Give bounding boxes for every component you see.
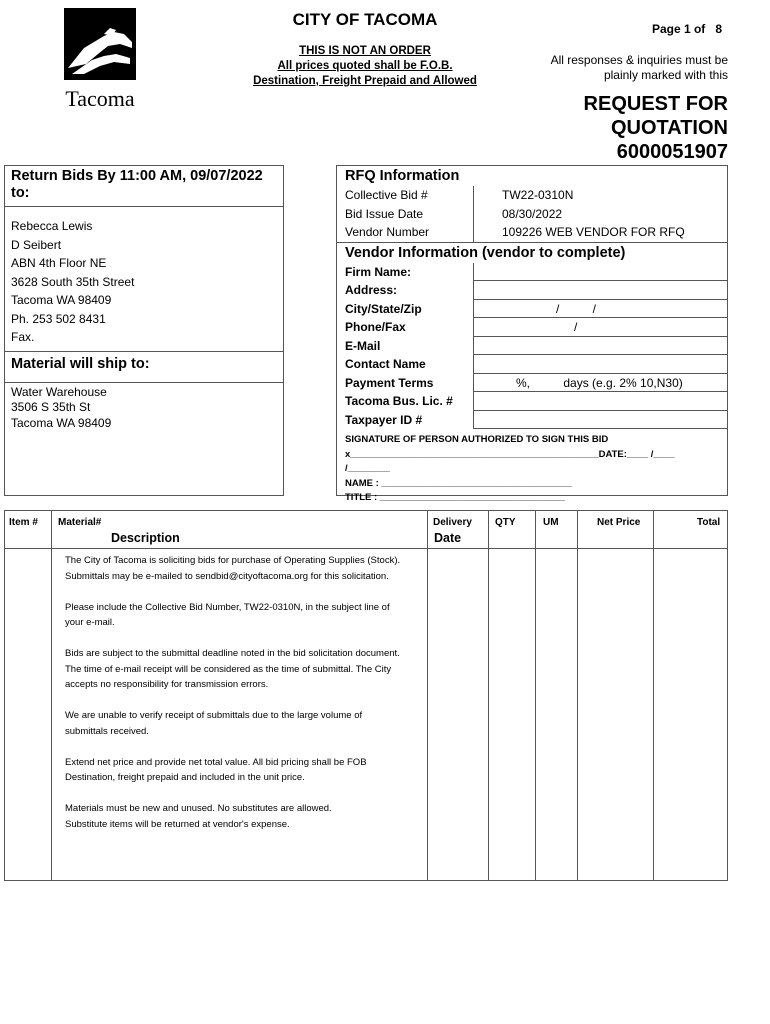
payment-terms-hint: %, days (e.g. 2% 10,N30) bbox=[516, 375, 683, 390]
rfq-label: Bid Issue Date bbox=[337, 205, 474, 224]
vendor-field-row bbox=[337, 392, 727, 411]
vendor-field-row bbox=[337, 374, 727, 393]
rfq-value: 109226 WEB VENDOR FOR RFQ bbox=[502, 225, 685, 239]
vendor-field-label: City/State/Zip bbox=[337, 300, 474, 319]
notice-line: All prices quoted shall be F.O.B. bbox=[277, 60, 453, 72]
address-line: Tacoma WA 98409 bbox=[11, 293, 112, 307]
vendor-field-label: Taxpayer ID # bbox=[337, 411, 474, 430]
address-line: 3628 South 35th Street bbox=[11, 274, 135, 289]
signature-line[interactable]: x_______________________________________________DATE:____ /____ /________ bbox=[345, 448, 675, 474]
rfq-info-panel bbox=[336, 165, 728, 503]
address-line: Ph. 253 502 8431 bbox=[11, 311, 106, 326]
vendor-field-label: Payment Terms bbox=[337, 374, 474, 393]
return-bids-panel bbox=[4, 165, 284, 496]
phone-fax-input[interactable] bbox=[474, 318, 727, 337]
page-total: 8 bbox=[715, 22, 722, 36]
vendor-info-heading: Vendor Information (vendor to complete) bbox=[345, 244, 626, 261]
email-input[interactable] bbox=[474, 337, 727, 356]
rfq-number: 6000051907 bbox=[616, 141, 728, 163]
vendor-field-label: Firm Name: bbox=[337, 263, 474, 282]
return-bids-heading bbox=[5, 166, 283, 204]
taxpayer-id-input[interactable] bbox=[474, 411, 727, 430]
rfq-label: Collective Bid # bbox=[337, 186, 474, 205]
header-material: Material# bbox=[58, 517, 102, 528]
items-table bbox=[4, 510, 728, 881]
ship-to-address bbox=[5, 383, 283, 434]
description-text bbox=[65, 553, 405, 848]
vendor-field-row bbox=[337, 355, 727, 374]
rfq-title bbox=[520, 92, 728, 164]
title-line: REQUEST FOR bbox=[583, 93, 728, 115]
inquiry-line: All responses & inquiries must be bbox=[550, 53, 728, 67]
address-line: Tacoma WA 98409 bbox=[11, 415, 112, 430]
address-input[interactable] bbox=[474, 281, 727, 300]
address-line: 3506 S 35th St bbox=[11, 400, 91, 414]
header-total: Total bbox=[697, 517, 721, 528]
ship-to-heading: Material will ship to: bbox=[11, 355, 150, 372]
header-description: Description bbox=[111, 531, 180, 545]
phone-separator: / bbox=[574, 320, 578, 334]
page-indicator bbox=[600, 22, 722, 36]
vendor-field-label: Tacoma Bus. Lic. # bbox=[337, 392, 474, 411]
address-line: Water Warehouse bbox=[11, 384, 107, 399]
city-state-zip-input[interactable] bbox=[474, 300, 727, 319]
rfq-info-heading: RFQ Information bbox=[345, 168, 460, 184]
address-line: D Seibert bbox=[11, 237, 62, 252]
firm-name-input[interactable] bbox=[474, 263, 727, 282]
name-line[interactable]: NAME : ____________________________________ bbox=[345, 477, 572, 489]
vendor-field-row bbox=[337, 337, 727, 356]
vendor-field-label: E-Mail bbox=[337, 337, 474, 356]
rfq-row bbox=[337, 186, 727, 205]
return-address bbox=[5, 207, 283, 351]
header-delivery: Delivery bbox=[433, 517, 472, 528]
city-title: CITY OF TACOMA bbox=[292, 10, 438, 29]
header-um: UM bbox=[543, 517, 559, 528]
rfq-label: Vendor Number bbox=[337, 223, 474, 242]
description-paragraph: Materials must be new and unused. No substitutes are allowed. Substitute items will be returned at vendor's expense. bbox=[65, 803, 332, 830]
description-paragraph: The City of Tacoma is soliciting bids for purchase of Operating Supplies (Stock). Submittals may be e-mailed to sendbid@cityoftacoma.org for this solicitation. bbox=[65, 555, 401, 582]
inquiry-line: plainly marked with this bbox=[603, 68, 728, 82]
vendor-field-label: Address: bbox=[337, 281, 474, 300]
description-paragraph: Bids are subject to the submittal deadline noted in the bid solicitation document. The time of e-mail receipt will be considered as the time of submittal. The City accepts no responsibility for transmission errors. bbox=[65, 648, 400, 690]
notice-line: THIS IS NOT AN ORDER bbox=[299, 45, 431, 57]
header-date: Date bbox=[434, 531, 462, 545]
description-paragraph: Extend net price and provide net total value. All bid pricing shall be FOB Destination, freight prepaid and included in the unit price. bbox=[65, 756, 367, 783]
address-line: Rebecca Lewis bbox=[11, 219, 93, 233]
description-paragraph: Please include the Collective Bid Number, TW22-0310N, in the subject line of your e-mail. bbox=[65, 601, 390, 628]
logo-text: Tacoma bbox=[65, 86, 135, 111]
rfq-row bbox=[337, 205, 727, 224]
vendor-field-label: Contact Name bbox=[337, 355, 474, 374]
header-net-price: Net Price bbox=[597, 517, 641, 528]
page-label: Page 1 of bbox=[651, 22, 706, 36]
title-line[interactable]: TITLE : ___________________________________ bbox=[345, 492, 565, 503]
vendor-field-row bbox=[337, 411, 727, 430]
header-item: Item # bbox=[9, 517, 38, 528]
signature-block bbox=[337, 429, 727, 510]
payment-terms-input[interactable] bbox=[474, 374, 727, 393]
rfq-value: TW22-0310N bbox=[502, 188, 574, 202]
description-paragraph: We are unable to verify receipt of submittals due to the large volume of submittals received. bbox=[65, 710, 363, 737]
heading-line: Return Bids By 11:00 AM, 09/07/2022 bbox=[11, 168, 263, 184]
city-separators: / / bbox=[556, 301, 597, 316]
business-license-input[interactable] bbox=[474, 392, 727, 411]
vendor-field-row bbox=[337, 300, 727, 319]
title-line: QUOTATION bbox=[610, 117, 728, 139]
rfq-value: 08/30/2022 bbox=[502, 206, 563, 221]
header-qty: QTY bbox=[495, 517, 516, 528]
rfq-row bbox=[337, 223, 727, 242]
order-notice bbox=[225, 44, 505, 89]
address-line: Fax. bbox=[11, 330, 35, 344]
address-line: ABN 4th Floor NE bbox=[11, 256, 107, 270]
vendor-field-row bbox=[337, 263, 727, 282]
vendor-field-label: Phone/Fax bbox=[337, 318, 474, 337]
signature-heading: SIGNATURE OF PERSON AUTHORIZED TO SIGN THIS BID bbox=[345, 434, 609, 445]
vendor-field-row bbox=[337, 318, 727, 337]
heading-line: to: bbox=[11, 185, 30, 201]
vendor-field-row bbox=[337, 281, 727, 300]
contact-name-input[interactable] bbox=[474, 355, 727, 374]
notice-line: Destination, Freight Prepaid and Allowed bbox=[253, 75, 477, 87]
city-logo bbox=[64, 8, 136, 112]
inquiry-note bbox=[520, 53, 728, 83]
